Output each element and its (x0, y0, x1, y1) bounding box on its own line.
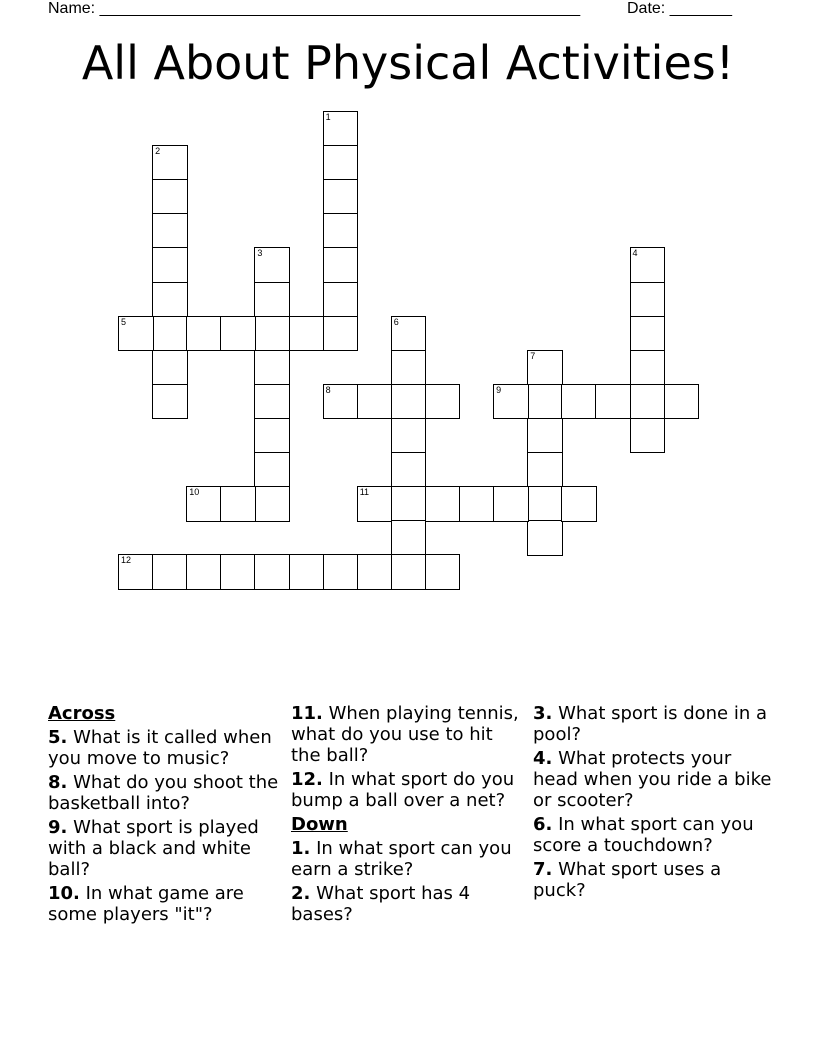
grid-cell[interactable] (254, 384, 290, 420)
clue-number: 1 (325, 112, 331, 122)
grid-cell[interactable] (425, 554, 461, 590)
clue-down-6: 6. In what sport can you score a touchdown? (533, 814, 754, 856)
clue-across-11: 11. When playing tennis, what do you use to hit the ball? (291, 703, 519, 766)
clue-number: 9 (496, 384, 502, 395)
name-field-label: Name: ______________________________________________________ (48, 0, 581, 17)
grid-cell[interactable] (493, 384, 529, 420)
grid-cell[interactable] (220, 486, 256, 522)
clue-across-9: 9. What sport is played with a black and white ball? (48, 817, 259, 880)
grid-cell[interactable] (220, 316, 256, 352)
grid-cell[interactable] (630, 350, 666, 386)
grid-cell[interactable] (391, 554, 427, 590)
grid-cell[interactable] (323, 282, 359, 318)
grid-cell[interactable] (391, 350, 427, 386)
grid-cell[interactable] (527, 486, 563, 522)
clue-number: 7 (530, 350, 536, 361)
grid-cell[interactable] (323, 384, 359, 420)
grid-cell[interactable] (220, 554, 256, 590)
clues-column-1 (48, 703, 284, 928)
grid-cell[interactable] (664, 384, 700, 420)
grid-cell[interactable] (323, 554, 359, 590)
grid-cell[interactable] (630, 418, 666, 454)
clue-number: 8 (325, 384, 331, 395)
clue-across-12: 12. In what sport do you bump a ball over a net? (291, 769, 515, 811)
grid-cell[interactable] (152, 282, 188, 318)
clues-column-2 (291, 703, 527, 928)
clue-across-10: 10. In what game are some players "it"? (48, 883, 244, 925)
clue-down-3: 3. What sport is done in a pool? (533, 703, 768, 745)
grid-cell[interactable] (527, 452, 563, 488)
grid-cell[interactable] (254, 452, 290, 488)
grid-cell[interactable] (323, 179, 359, 215)
grid-cell[interactable] (459, 486, 495, 522)
grid-cell[interactable] (391, 486, 427, 522)
grid-cell[interactable] (630, 384, 666, 420)
grid-cell[interactable] (152, 350, 188, 386)
clue-across-5: 5. What is it called when you move to music? (48, 727, 272, 769)
grid-cell[interactable] (391, 316, 427, 352)
grid-cell[interactable] (323, 316, 359, 352)
grid-cell[interactable] (323, 213, 359, 249)
grid-cell[interactable] (561, 486, 597, 522)
grid-cell[interactable] (527, 384, 563, 420)
grid-cell[interactable] (391, 384, 427, 420)
grid-cell[interactable] (254, 554, 290, 590)
clues-column-3 (533, 703, 773, 904)
grid-cell[interactable] (289, 316, 325, 352)
grid-cell[interactable] (630, 316, 666, 352)
grid-cell[interactable] (323, 111, 359, 147)
grid-cell[interactable] (186, 486, 222, 522)
grid-cell[interactable] (595, 384, 631, 420)
grid-cell[interactable] (152, 145, 188, 181)
clue-number: 2 (155, 146, 161, 157)
grid-cell[interactable] (561, 384, 597, 420)
down-heading: Down (291, 814, 348, 835)
grid-cell[interactable] (254, 247, 290, 283)
grid-cell[interactable] (391, 452, 427, 488)
page-title: All About Physical Activities! (81, 36, 735, 90)
grid-cell[interactable] (186, 554, 222, 590)
grid-cell[interactable] (254, 282, 290, 318)
grid-cell[interactable] (118, 316, 154, 352)
grid-cell[interactable] (254, 316, 290, 352)
grid-cell[interactable] (357, 554, 393, 590)
grid-cell[interactable] (391, 520, 427, 556)
grid-cell[interactable] (186, 316, 222, 352)
grid-cell[interactable] (152, 247, 188, 283)
grid-cell[interactable] (391, 418, 427, 454)
grid-cell[interactable] (527, 350, 563, 386)
grid-cell[interactable] (630, 247, 666, 283)
clue-number: 10 (189, 487, 200, 498)
grid-cell[interactable] (357, 486, 393, 522)
grid-cell[interactable] (289, 554, 325, 590)
grid-cell[interactable] (425, 486, 461, 522)
grid-cell[interactable] (254, 350, 290, 386)
grid-cell[interactable] (357, 384, 393, 420)
grid-cell[interactable] (323, 247, 359, 283)
across-heading: Across (48, 703, 116, 724)
clue-down-4: 4. What protects your head when you ride a bike or scooter? (533, 748, 772, 811)
clue-number: 3 (257, 248, 263, 259)
grid-cell[interactable] (254, 486, 290, 522)
grid-cell[interactable] (254, 418, 290, 454)
clue-down-7: 7. What sport uses a puck? (533, 859, 722, 901)
grid-cell[interactable] (152, 554, 188, 590)
grid-cell[interactable] (152, 179, 188, 215)
grid-cell[interactable] (493, 486, 529, 522)
clue-number: 6 (393, 316, 399, 327)
clue-down-2: 2. What sport has 4 bases? (291, 883, 471, 925)
grid-cell[interactable] (323, 145, 359, 181)
grid-cell[interactable] (630, 282, 666, 318)
grid-cell[interactable] (152, 213, 188, 249)
clue-number: 12 (121, 555, 132, 566)
clue-number: 5 (121, 316, 127, 327)
grid-cell[interactable] (118, 554, 154, 590)
clue-across-8: 8. What do you shoot the basketball into? (48, 772, 279, 814)
clue-down-1: 1. In what sport can you earn a strike? (291, 838, 512, 880)
grid-cell[interactable] (152, 384, 188, 420)
grid-cell[interactable] (425, 384, 461, 420)
clue-number: 11 (359, 487, 370, 498)
date-field-label: Date: _______ (627, 0, 732, 17)
grid-cell[interactable] (152, 316, 188, 352)
grid-cell[interactable] (527, 418, 563, 454)
grid-cell[interactable] (527, 520, 563, 556)
clue-number: 4 (632, 248, 638, 259)
